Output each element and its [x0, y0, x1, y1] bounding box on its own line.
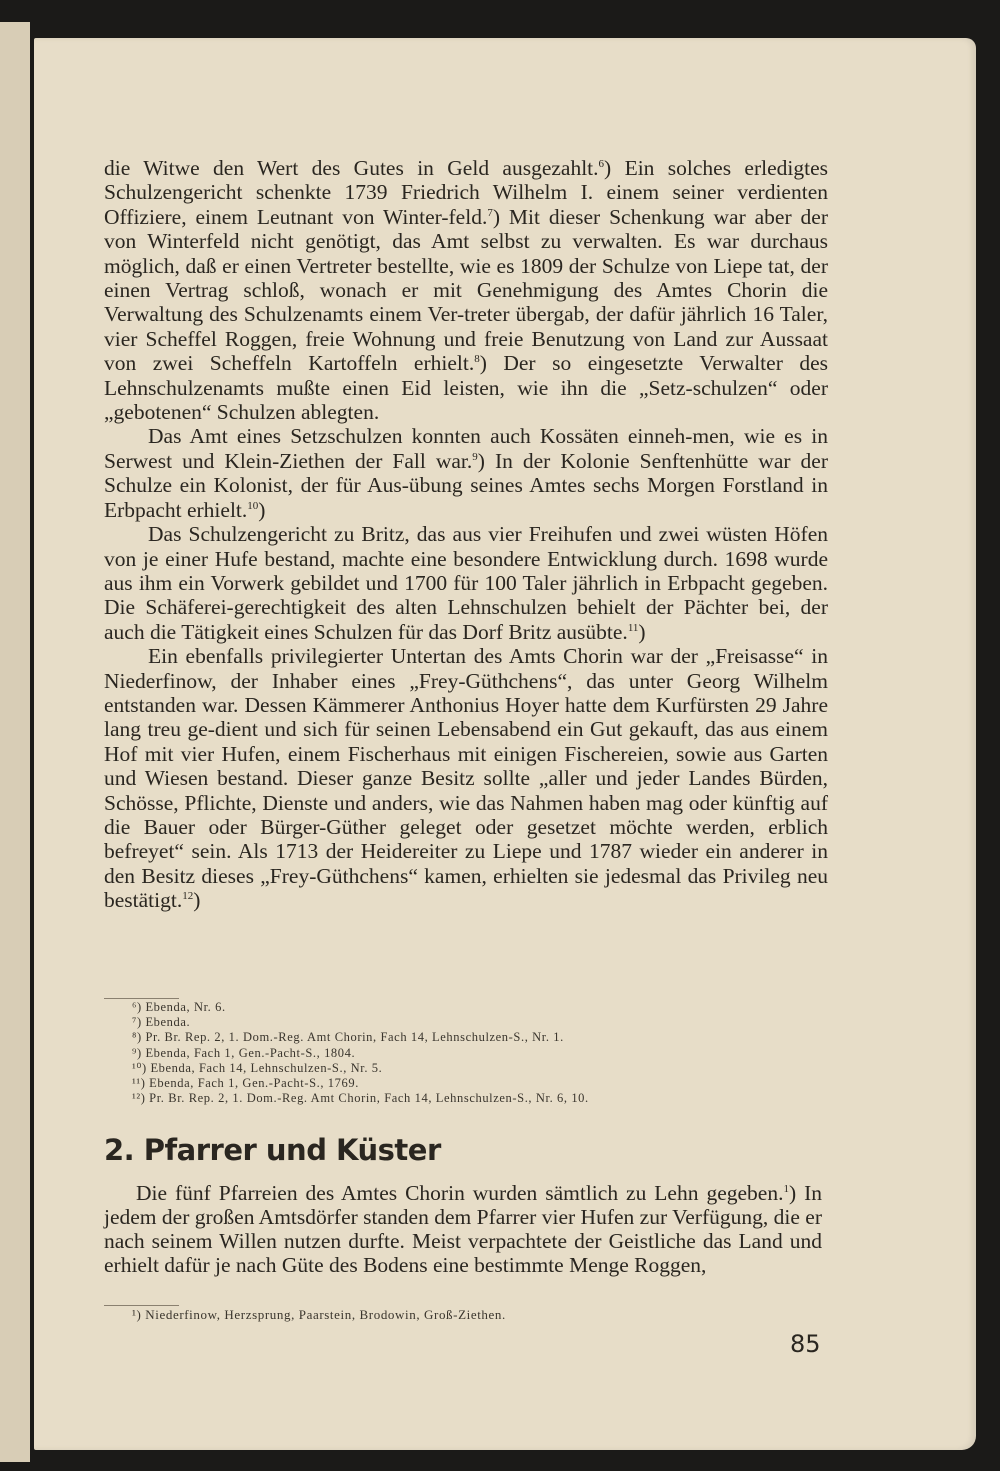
main-text [104, 156, 828, 913]
paragraph-2: Das Amt eines Setzschulzen konnten auch Kossäten einneh-men, wie es in Serwest und Klein-Ziethen der Fall war.$^9$) In der Kolonie Senftenhütte war der Schulze ein Kolonist, der für Aus-übung seines Amtes sechs Morgen Forstland in Erbpacht erhielt.$^{10}$) [104, 424, 828, 522]
section-paragraph: Die fünf Pfarreien des Amtes Chorin wurden sämtlich zu Lehn gegeben.$^1$) In jedem der großen Amtsdörfer standen dem Pfarrer vier Hufen zur Verfügung, die er nach seinem Willen nutzen durfte. Meist verpachtete der Geistliche das Land und erhielt dafür je nach Güte des Bodens eine bestimmte Menge Roggen, [104, 1181, 822, 1277]
section-footnote [104, 1307, 828, 1322]
footnote-rule [104, 998, 179, 999]
footnote-8: ⁸) Pr. Br. Rep. 2, 1. Dom.-Reg. Amt Chorin, Fach 14, Lehnschulzen-S., Nr. 1. [132, 1030, 564, 1045]
footnote-rule-2 [104, 1305, 179, 1306]
page-number: 85 [790, 1330, 821, 1358]
paragraph-3: Das Schulzengericht zu Britz, das aus vier Freihufen und zwei wüsten Höfen von je einer Hufe bestand, machte eine besondere Entwicklung durch. 1698 wurde aus ihm ein Vorwerk gebildet und 1700 für 100 Taler jährlich in Erbpacht gegeben. Die Schäferei-gerechtigkeit des alten Lehnschulzen behielt der Pächter bei, der auch die Tätigkeit eines Schulzen für das Dorf Britz ausübte.$^{11}$) [104, 522, 828, 644]
paragraph-4: Ein ebenfalls privilegierter Untertan des Amts Chorin war der „Freisasse“ in Niederfinow, der Inhaber eines „Frey-Güthchens“, das unter Georg Wilhelm entstanden war. Dessen Kämmerer Anthonius Hoyer hatte dem Kurfürsten 29 Jahre lang treu ge-dient und sich für seinen Lebensabend ein Gut gekauft, das aus einem Hof mit vier Hufen, einem Fischerhaus mit einigen Fischereien, sowie aus Garten und Wiesen bestand. Dieser ganze Besitz sollte „aller und jeder Landes Bürden, Schösse, Pflichte, Dienste und anders, wie das Nahmen haben mag oder künftig auf die Bauer oder Bürger-Güther geleget oder gesetzet möchte werden, erblich befreyet“ sein. Als 1713 der Heidereiter zu Liepe und 1787 wieder ein anderer in den Besitz dieses „Frey-Güthchens“ kamen, erhielten sie jedesmal das Privileg neu bestätigt.$^{12}$) [104, 644, 828, 913]
footnote-6: ⁶) Ebenda, Nr. 6. [132, 1000, 226, 1014]
previous-page-edge [0, 22, 30, 1462]
footnote-10: ¹⁰) Ebenda, Fach 14, Lehnschulzen-S., Nr. 5. [132, 1060, 383, 1075]
paragraph-1: die Witwe den Wert des Gutes in Geld ausgezahlt.$^6$) Ein solches erledigtes Schulzengericht schenkte 1739 Friedrich Wilhelm I. einem seiner verdienten Offiziere, einem Leutnant von Winter-feld.$^7$) Mit dieser Schenkung war aber der von Winterfeld nicht genötigt, das Amt selbst zu verwalten. Es war durchaus möglich, daß er einen Vertreter bestellte, wie es 1809 der Schulze von Liepe tat, der einen Vertrag schloß, wonach er mit Genehmigung des Amtes Chorin die Verwaltung des Schulzenamts einem Ver-treter übergab, der dafür jährlich 16 Taler, vier Scheffel Roggen, freie Wohnung und freie Benutzung von Land zur Aussaat von zwei Scheffeln Kartoffeln erhielt.$^8$) Der so eingesetzte Verwalter des Lehnschulzenamts mußte einen Eid leisten, wie ihn die „Setz-schulzen“ oder „gebotenen“ Schulzen ablegten. [104, 156, 829, 425]
footnote-9: ⁹) Ebenda, Fach 1, Gen.-Pacht-S., 1804. [132, 1045, 356, 1060]
footnote-12: ¹²) Pr. Br. Rep. 2, 1. Dom.-Reg. Amt Chorin, Fach 14, Lehnschulzen-S., Nr. 6, 10. [132, 1091, 589, 1106]
section-heading: 2. Pfarrer und Küster [104, 1133, 441, 1167]
footnote-7: ⁷) Ebenda. [132, 1015, 191, 1030]
section-text [104, 1181, 822, 1277]
footnotes [104, 1000, 828, 1106]
footnote-11: ¹¹) Ebenda, Fach 1, Gen.-Pacht-S., 1769. [132, 1076, 359, 1091]
footnote-1: ¹) Niederfinow, Herzsprung, Paarstein, Brodowin, Groß-Ziethen. [132, 1307, 506, 1322]
